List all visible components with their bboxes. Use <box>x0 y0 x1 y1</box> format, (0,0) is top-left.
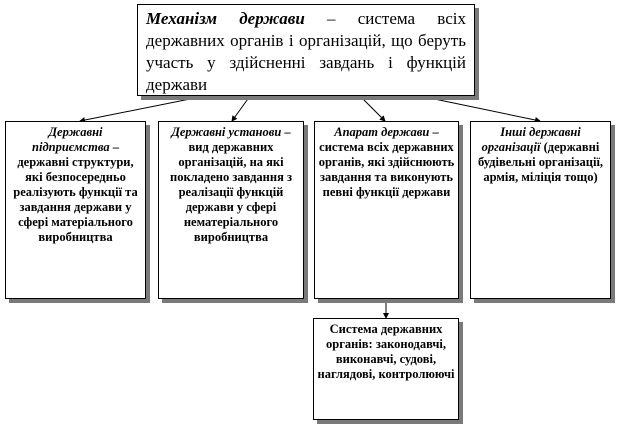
state-enterprises-box <box>5 121 146 299</box>
state-apparatus-box <box>314 121 459 299</box>
box-term: Інші державні організації <box>481 125 581 154</box>
box-text: – державні структури, які безпосередньо реалізують функції та завдання держави у сфері матеріального виробництва <box>13 140 138 244</box>
box-term: Державні установи <box>171 125 282 139</box>
arrow-to-institutions <box>232 96 250 121</box>
other-organizations-box <box>470 121 611 299</box>
arrow-to-enterprises <box>80 96 205 121</box>
box-text: – система всіх державних органів, які здійснюють завдання та виконують певні функції держави <box>318 125 455 199</box>
arrow-to-other-organizations <box>420 96 540 121</box>
state-institutions-box <box>158 121 304 299</box>
organ-system-text: Система державних органів: законодавчі, виконавчі, судові, наглядові, контролюючі <box>317 322 455 381</box>
box-text: – вид державних організацій, на які покладено завдання з реалізації функцій держави у сфері нематеріального виробництва <box>170 125 292 244</box>
arrow-to-apparatus <box>360 96 385 121</box>
mechanism-definition-box <box>137 4 475 96</box>
box-text: (державні будівельні організації, армія, міліція тощо) <box>477 140 604 184</box>
box-term: Апарат держави <box>334 125 430 139</box>
box-term: Державні підприємства <box>32 125 110 154</box>
organ-system-box <box>313 318 459 420</box>
mechanism-definition: – система всіх державних органів і організацій, що беруть участь у здійсненні завдань і функцій держави <box>146 9 466 94</box>
mechanism-term: Механізм держави <box>146 9 305 28</box>
